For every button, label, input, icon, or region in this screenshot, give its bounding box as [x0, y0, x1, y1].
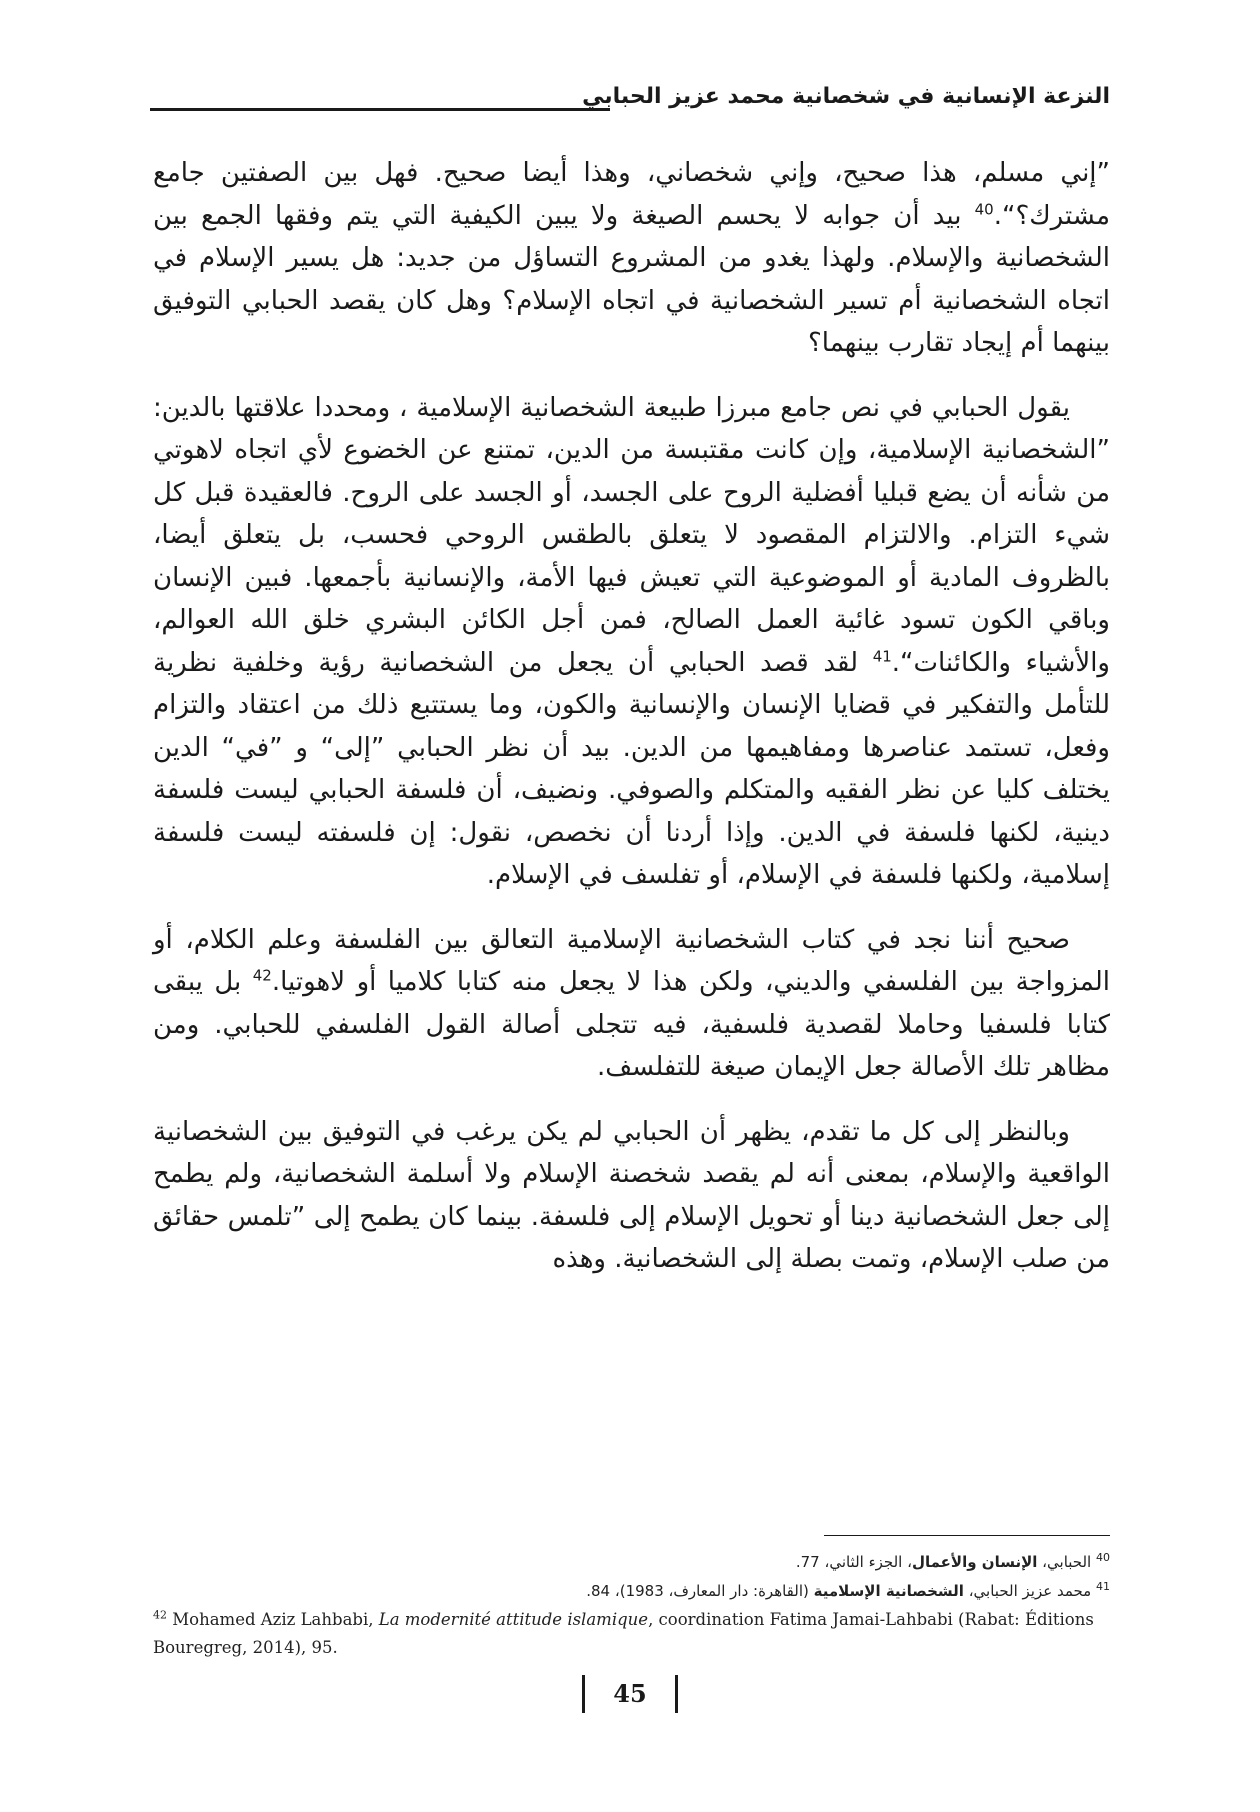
paragraph-2-text-a: يقول الحبابي في نص جامع مبرزا طبيعة الشخصانية الإسلامية ، ومحددا علاقتها بالدين: ”الشخصانية الإسلامية، وإن كانت مقتبسة من الدين، تمتنع عن الخضوع لأي اتجاه لاهوتي من شأنه أن يضع قبليا أفضلية الروح على الجسد، أو الجسد على الروح. فالعقيدة قبل كل شيء التزام. والالتزام المقصود لا يتعلق بالطقس الروحي فحسب، بل يتعلق أيضا، بالظروف المادية أو الموضوعية التي تعيش فيها الأمة، والإنسانية بأجمعها. فبين الإنسان وباقي الكون تسود غائية العمل الصالح، فمن أجل الكائن البشري خلق الله العوالم، والأشياء والكائنات“.: [153, 392, 1110, 678]
footnote-book-title: الإنسان والأعمال: [911, 1553, 1038, 1571]
running-head: [150, 80, 1110, 120]
paragraph-1-text-b: بيد أن جوابه لا يحسم الصيغة ولا يبين الكيفية التي يتم وفقها الجمع بين الشخصانية والإسلام. ولهذا يغدو من المشروع التساؤل من جديد: هل يسير الإسلام في اتجاه الشخصانية أم تسير الشخصانية في اتجاه الإسلام؟ وهل كان يقصد الحبابي التوفيق بينهما أم إيجاد تقارب بينهما؟: [153, 200, 1110, 358]
footnote-ref-42[interactable]: 42: [252, 966, 272, 985]
footnote-text: الحبابي،: [1037, 1553, 1092, 1571]
footnote-number: 42: [153, 1608, 167, 1622]
page-number: 45: [582, 1675, 677, 1713]
footnote-40: [153, 1548, 1110, 1577]
footnote-book-title: الشخصانية الإسلامية: [813, 1582, 964, 1600]
paragraph-3: [153, 919, 1110, 1089]
footnote-ref-41[interactable]: 41: [872, 646, 892, 665]
footnote-number: 41: [1096, 1580, 1110, 1593]
footnote-book-title: La modernité attitude islamique: [378, 1610, 649, 1629]
footnote-number: 40: [1096, 1551, 1110, 1564]
footnote-41: [153, 1577, 1110, 1606]
footnote-42: [153, 1606, 1110, 1662]
footnote-separator: [824, 1535, 1110, 1536]
footnote-text: ، الجزء الثاني، 77.: [795, 1553, 912, 1571]
footnote-text: (القاهرة: دار المعارف، 1983)، 84.: [586, 1582, 814, 1600]
paragraph-3-text-a: صحيح أننا نجد في كتاب الشخصانية الإسلامية التعالق بين الفلسفة وعلم الكلام، أو المزواجة بين الفلسفي والديني، ولكن هذا لا يجعل منه كتابا كلاميا أو لاهوتيا.: [153, 924, 1110, 997]
footnote-text: Mohamed Aziz Lahbabi,: [172, 1610, 379, 1629]
paragraph-2-text-b: لقد قصد الحبابي أن يجعل من الشخصانية رؤية وخلفية نظرية للتأمل والتفكير في قضايا الإنسان والإنسانية والكون، وما يستتبع ذلك من اعتقاد والتزام وفعل، تستمد عناصرها ومفاهيمها من الدين. بيد أن نظر الحبابي ”إلى“ و ”في“ الدين يختلف كليا عن نظر الفقيه والمتكلم والصوفي. ونضيف، أن فلسفة الحبابي ليست فلسفة دينية، لكنها فلسفة في الدين. وإذا أردنا أن نخصص، نقول: إن فلسفته ليست فلسفة إسلامية، ولكنها فلسفة في الإسلام، أو تفلسف في الإسلام.: [153, 647, 1110, 890]
footnote-text: , coordination Fatima Jamai-Lahbabi (Rabat: Éditions Bouregreg, 2014), 95.: [153, 1610, 1094, 1657]
running-head-rule: [150, 108, 610, 111]
footnote-text: محمد عزيز الحبابي،: [963, 1582, 1092, 1600]
page-footer: [0, 1675, 1260, 1715]
paragraph-2: [153, 387, 1110, 897]
paragraph-3-text-b: بل يبقى كتابا فلسفيا وحاملا لقصدية فلسفية، فيه تتجلى أصالة القول الفلسفي للحبابي. ومن مظاهر تلك الأصالة جعل الإيمان صيغة للتفلسف.: [153, 967, 1110, 1082]
body-text: [153, 152, 1110, 1281]
paragraph-1: [153, 152, 1110, 365]
footnote-ref-40[interactable]: 40: [974, 199, 994, 218]
paragraph-1-text-a: ”إني مسلم، هذا صحيح، وإني شخصاني، وهذا أيضا صحيح. فهل بين الصفتين جامع مشترك؟“.: [153, 158, 1110, 231]
footnotes: [153, 1548, 1110, 1662]
running-head-title: النزعة الإنسانية في شخصانية محمد عزيز الحبابي: [582, 84, 1110, 109]
paragraph-4: وبالنظر إلى كل ما تقدم، يظهر أن الحبابي لم يكن يرغب في التوفيق بين الشخصانية الواقعية والإسلام، بمعنى أنه لم يقصد شخصنة الإسلام ولا أسلمة الشخصانية، ولم يطمح إلى جعل الشخصانية دينا أو تحويل الإسلام إلى فلسفة. بينما كان يطمح إلى ”تلمس حقائق من صلب الإسلام، وتمت بصلة إلى الشخصانية. وهذه: [153, 1116, 1110, 1274]
